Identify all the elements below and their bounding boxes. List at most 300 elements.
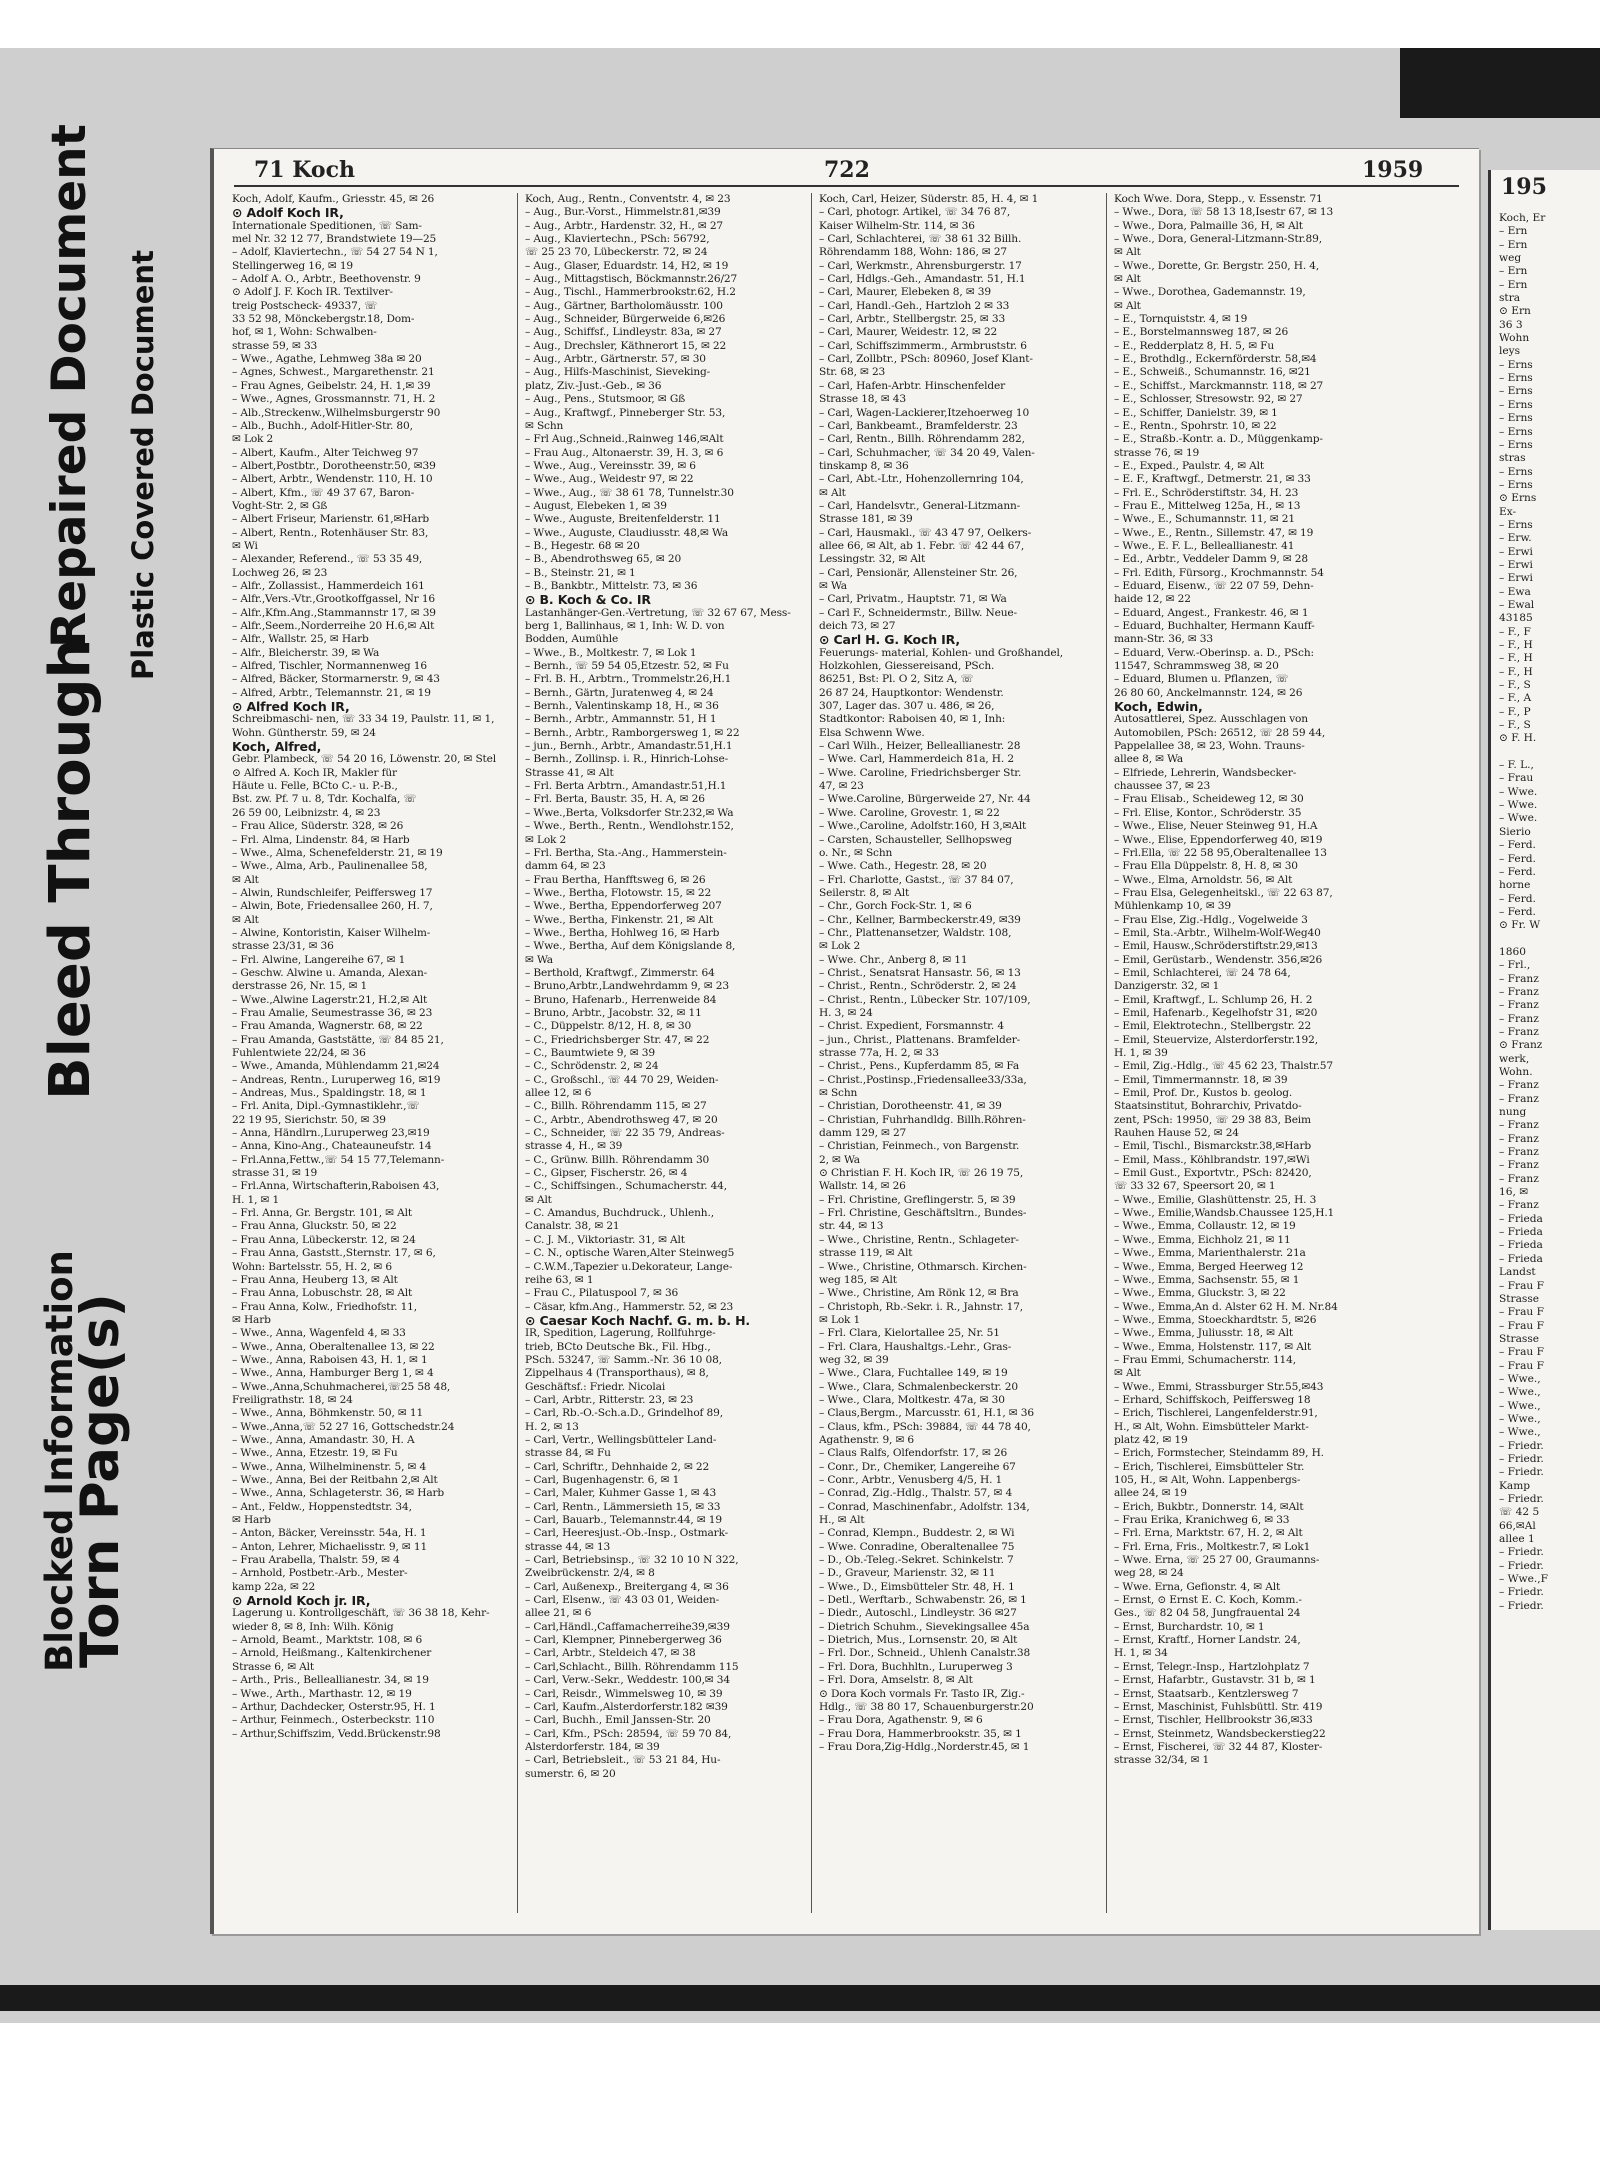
facing-page-fragment bbox=[1488, 170, 1600, 1930]
facing-page-line: – F. L., bbox=[1499, 759, 1534, 772]
directory-entry-line: – Christ., Rentn., Lübecker Str. 107/109, bbox=[819, 993, 1031, 1006]
directory-entry-line: – Frl. Clara, Kielortallee 25, Nr. 51 bbox=[819, 1327, 1000, 1340]
directory-entry-line: – Alwin, Bote, Friedensallee 260, H. 7, bbox=[232, 900, 433, 913]
directory-entry-line: – Ernst, Kraftf., Horner Landstr. 24, bbox=[1114, 1634, 1301, 1647]
directory-entry-line: – Aug., Glaser, Eduardstr. 14, H2, ✉ 19 bbox=[525, 259, 729, 272]
directory-entry-line: ✉ Alt bbox=[232, 913, 259, 926]
directory-entry-line: – Wwe., Amanda, Mühlendamm 21,✉24 bbox=[232, 1060, 440, 1073]
facing-page-line: – Erns bbox=[1499, 478, 1533, 491]
directory-entry-line: – Aug., Gärtner, Bartholomäusstr. 100 bbox=[525, 299, 723, 312]
directory-entry-line: – Eduard, Angest., Frankestr. 46, ✉ 1 bbox=[1114, 606, 1309, 619]
directory-entry-line: strasse 32/34, ✉ 1 bbox=[1114, 1754, 1210, 1767]
directory-entry-line: – E., Schweiß., Schumannstr. 16, ✉21 bbox=[1114, 366, 1311, 379]
directory-entry-line: – Frau Alice, Süderstr. 328, ✉ 26 bbox=[232, 820, 404, 833]
directory-entry-line: – Wwe., Emma, Holstenstr. 117, ✉ Alt bbox=[1114, 1340, 1312, 1353]
facing-page-line: – Friedr. bbox=[1499, 1452, 1544, 1465]
directory-entry-line: – B., Steinstr. 21, ✉ 1 bbox=[525, 566, 636, 579]
directory-entry-line: – Frl Aug.,Schneid.,Rainweg 146,✉Alt bbox=[525, 433, 724, 446]
directory-entry-line: – Wwe., D., Eimsbütteler Str. 48, H. 1 bbox=[819, 1580, 1015, 1593]
directory-entry-line: – E., Tornquiststr. 4, ✉ 19 bbox=[1114, 313, 1248, 326]
directory-entry-line: – Chr., Plattenansetzer, Waldstr. 108, bbox=[819, 926, 1012, 939]
directory-entry-line: – Carl, Wagen-Lackierer,Itzehoerweg 10 bbox=[819, 406, 1030, 419]
directory-entry-line: – Berthold, Kraftwgf., Zimmerstr. 64 bbox=[525, 966, 715, 979]
directory-entry-line: – Wwe., Auguste, Claudiusstr. 48,✉ Wa bbox=[525, 526, 728, 539]
facing-page-line: – Frieda bbox=[1499, 1239, 1543, 1252]
directory-entry-line: – Emil, Tischl., Bismarckstr.38,✉Harb bbox=[1114, 1140, 1312, 1153]
directory-entry-line: – E., Straßb.-Kontr. a. D., Müggenkamp- bbox=[1114, 433, 1323, 446]
directory-entry-line: – Ernst, ⊙ Ernst E. C. Koch, Komm.- bbox=[1114, 1594, 1302, 1607]
directory-entry-line: – Conrad, Zig.-Hdlg., Thalstr. 57, ✉ 4 bbox=[819, 1487, 1013, 1500]
directory-entry-line: – Alfred, Tischler, Normannenweg 16 bbox=[232, 660, 427, 673]
directory-entry-line: – Arth., Pris., Belleallianestr. 34, ✉ 19 bbox=[232, 1674, 429, 1687]
directory-entry-line: 307, Lager das. 307 u. 486, ✉ 26, bbox=[819, 700, 995, 713]
directory-entry-line: ✉ Wa bbox=[819, 579, 847, 592]
directory-entry-line: – Wwe., Dorette, Gr. Bergstr. 250, H. 4, bbox=[1114, 259, 1320, 272]
directory-entry-line: ✉ Alt bbox=[525, 1193, 552, 1206]
directory-entry-line: – E., Borstelmannsweg 187, ✉ 26 bbox=[1114, 326, 1289, 339]
directory-entry-line: – Carl, Bauarb., Telemannstr.44, ✉ 19 bbox=[525, 1514, 722, 1527]
directory-entry-line: – C., Billh. Röhrendamm 115, ✉ 27 bbox=[525, 1100, 707, 1113]
directory-entry-line: Strasse 181, ✉ 39 bbox=[819, 513, 913, 526]
directory-entry-line: – Wwe. Chr., Anberg 8, ✉ 11 bbox=[819, 953, 968, 966]
facing-page-line: – Friedr. bbox=[1499, 1559, 1544, 1572]
directory-entry-line: – Anton, Lehrer, Michaelisstr. 9, ✉ 11 bbox=[232, 1540, 428, 1553]
directory-entry-line: 105, H., ✉ Alt, Wohn. Lappenbergs- bbox=[1114, 1474, 1301, 1486]
directory-entry-line: – Chr., Kellner, Barmbeckerstr.49, ✉39 bbox=[819, 913, 1021, 926]
directory-entry-line: – Carl,Händl.,Caffamacherreihe39,✉39 bbox=[525, 1620, 730, 1633]
directory-entry-line: – Arnold, Heißmang., Kaltenkirchener bbox=[232, 1647, 432, 1660]
directory-entry-line: – Frl. Edith, Fürsorg., Krochmannstr. 54 bbox=[1114, 566, 1324, 579]
directory-entry-line: – Emil, Hafenarb., Kegelhofstr 31, ✉20 bbox=[1114, 1006, 1318, 1019]
directory-entry-line: Voght-Str. 2, ✉ Gß bbox=[232, 499, 328, 512]
directory-entry-line: H., ✉ Alt, Wohn. Eimsbütteler Markt- bbox=[1114, 1420, 1309, 1433]
directory-entry-line: – Alb., Buchh., Adolf-Hitler-Str. 80, bbox=[232, 419, 413, 432]
directory-entry-line: – Carl, Reisdr., Wimmelsweg 10, ✉ 39 bbox=[525, 1687, 723, 1700]
directory-entry-line: strasse 23/31, ✉ 36 bbox=[232, 940, 334, 953]
directory-entry-line: – Wwe., E. F. L., Belleallianestr. 41 bbox=[1114, 539, 1295, 552]
directory-entry-line: Koch, Adolf, Kaufm., Griesstr. 45, ✉ 26 bbox=[232, 193, 435, 205]
directory-entry-line: – Alexander, Referend., ☏ 53 35 49, bbox=[232, 553, 423, 566]
facing-page-line: – Wwe., bbox=[1499, 1412, 1541, 1425]
directory-entry-line: – Frl. Anita, Dipl.-Gymnastiklehr.,☏ bbox=[232, 1100, 420, 1113]
directory-entry-line: – Albert Friseur, Marienstr. 61,✉Harb bbox=[232, 513, 430, 526]
facing-page-line: ☏ 42 5 bbox=[1499, 1506, 1540, 1519]
directory-entry-line: – Chr., Gorch Fock-Str. 1, ✉ 6 bbox=[819, 900, 972, 913]
directory-entry-line: – Wwe.,Berta, Volksdorfer Str.232,✉ Wa bbox=[525, 806, 734, 819]
directory-entry-line: – Frl. Christine, Geschäftsltrn., Bundes- bbox=[819, 1207, 1027, 1220]
directory-entry-line: kamp 22a, ✉ 22 bbox=[232, 1580, 316, 1593]
facing-page-line: – Franz bbox=[1499, 1025, 1539, 1038]
facing-page-line: – Friedr. bbox=[1499, 1599, 1544, 1612]
directory-entry-line: – Wwe., Emma, Stoeckhardtstr. 5, ✉26 bbox=[1114, 1313, 1317, 1326]
directory-entry-line: Lochweg 26, ✉ 23 bbox=[232, 566, 328, 579]
directory-entry-line: – Wwe., Clara, Fuchtallee 149, ✉ 19 bbox=[819, 1367, 1008, 1380]
facing-page-line: – Erns bbox=[1499, 465, 1533, 478]
directory-entry-line: – Carl, Pensionär, Allensteiner Str. 26, bbox=[819, 566, 1018, 579]
directory-entry-line: – C. J. M., Viktoriastr. 31, ✉ Alt bbox=[525, 1233, 685, 1246]
directory-entry-line: reihe 63, ✉ 1 bbox=[525, 1273, 594, 1286]
directory-column-2 bbox=[525, 193, 805, 1781]
directory-entry-line: – Wwe., Emma, Marienthalerstr. 21a bbox=[1114, 1247, 1306, 1260]
directory-entry-line: Pappelallee 38, ✉ 23, Wohn. Trauns- bbox=[1114, 740, 1305, 753]
facing-page-line: – Erw. bbox=[1499, 532, 1532, 545]
directory-entry-line: – D., Graveur, Marienstr. 32, ✉ 11 bbox=[819, 1567, 996, 1580]
directory-entry-line: – Frl. Bertha, Sta.-Ang., Hammerstein- bbox=[525, 846, 727, 859]
facing-page-line: – Erns bbox=[1499, 412, 1533, 425]
directory-entry-line: – Wwe., Anna, Hamburger Berg 1, ✉ 4 bbox=[232, 1367, 434, 1380]
directory-entry-line: – Adolf A. O., Arbtr., Beethovenstr. 9 bbox=[232, 273, 421, 286]
directory-entry-line: Wohn. Güntherstr. 59, ✉ 24 bbox=[232, 726, 376, 739]
directory-entry-line: IR, Spedition, Lagerung, Rollfuhrge- bbox=[525, 1327, 716, 1340]
directory-entry-line: – Arnold, Beamt., Marktstr. 108, ✉ 6 bbox=[232, 1634, 423, 1647]
directory-entry-line: – Aug., Mittagstisch, Böckmannstr.26/27 bbox=[525, 273, 738, 286]
directory-entry-line: – C.W.M.,Tapezier u.Dekorateur, Lange- bbox=[525, 1260, 733, 1273]
directory-entry-line: PSch. 53247, ☏ Samm.-Nr. 36 10 08, bbox=[525, 1353, 722, 1366]
directory-entry-line: – Dietrich, Mus., Lornsenstr. 20, ✉ Alt bbox=[819, 1634, 1018, 1647]
directory-entry-line: Canalstr. 38, ✉ 21 bbox=[525, 1220, 620, 1233]
directory-entry-line: Fuhlentwiete 22/24, ✉ 36 bbox=[232, 1047, 366, 1059]
directory-entry-line: – Frau Emmi, Schumacherstr. 114, bbox=[1114, 1353, 1296, 1366]
directory-entry-line: – Frl. Erna, Fris., Moltkestr.7, ✉ Lok1 bbox=[1114, 1540, 1311, 1553]
directory-entry-line: – Erich, Tischlerei, Eimsbütteler Str. bbox=[1114, 1460, 1305, 1473]
directory-entry-line: – Conrad, Maschinenfabr., Adolfstr. 134, bbox=[819, 1500, 1030, 1513]
directory-entry-line: 11547, Schrammsweg 38, ✉ 20 bbox=[1114, 660, 1279, 673]
directory-entry-line: – Wwe., Christine, Othmarsch. Kirchen- bbox=[819, 1260, 1027, 1273]
facing-page-line: – Wwe. bbox=[1499, 785, 1538, 798]
directory-entry-line: – Carl, Maler, Kuhmer Gasse 1, ✉ 43 bbox=[525, 1487, 717, 1500]
facing-page-line: ⊙ Franz bbox=[1499, 1039, 1543, 1052]
directory-entry-line: – Bruno,Arbtr.,Landwehrdamm 9, ✉ 23 bbox=[525, 980, 729, 993]
directory-entry-line: – Christian, Dorotheenstr. 41, ✉ 39 bbox=[819, 1100, 1002, 1113]
facing-page-line: – Friedr. bbox=[1499, 1586, 1544, 1599]
facing-page-line: werk, bbox=[1499, 1052, 1530, 1065]
directory-entry-line: – Erhard, Schiffskoch, Peiffersweg 18 bbox=[1114, 1393, 1311, 1406]
directory-entry-line: damm 129, ✉ 27 bbox=[819, 1127, 907, 1140]
directory-entry-line: – Carl, Schriftr., Dehnhaide 2, ✉ 22 bbox=[525, 1460, 710, 1473]
facing-page-line: – Wwe., bbox=[1499, 1426, 1541, 1439]
directory-entry-line: – Emil, Timmermannstr. 18, ✉ 39 bbox=[1114, 1073, 1288, 1086]
directory-entry-line: – Aug., Arbtr., Hardenstr. 32, H., ✉ 27 bbox=[525, 219, 724, 232]
directory-entry-line: – Frau Agnes, Geibelstr. 24, H. 1,✉ 39 bbox=[232, 379, 431, 392]
directory-entry-line: – Agnes, Schwest., Margarethenstr. 21 bbox=[232, 366, 435, 379]
directory-entry-line: Bodden, Aumühle bbox=[525, 633, 619, 646]
directory-entry-line: – Christ.,Postinsp.,Friedensallee33/33a, bbox=[819, 1073, 1027, 1086]
facing-page-line: – Erwi bbox=[1499, 572, 1533, 585]
directory-entry-line: weg 32, ✉ 39 bbox=[819, 1353, 889, 1366]
directory-entry-line: – Bernh., ☏ 59 54 05,Etzestr. 52, ✉ Fu bbox=[525, 660, 729, 673]
directory-entry-line: Hdlg., ☏ 38 80 17, Schauenburgerstr.20 bbox=[819, 1700, 1034, 1713]
directory-entry-line: – Carl, photogr. Artikel, ☏ 34 76 87, bbox=[819, 206, 1011, 219]
directory-entry-line: ⊙ Dora Koch vormals Fr. Tasto IR, Zig.- bbox=[819, 1687, 1025, 1700]
directory-entry-line: – Frl. Dora, Amselstr. 8, ✉ Alt bbox=[819, 1674, 973, 1687]
directory-entry-line: – C., Friedrichsberger Str. 47, ✉ 22 bbox=[525, 1033, 710, 1046]
facing-page-line: horne bbox=[1499, 879, 1531, 892]
directory-entry-line: – Ernst, Hafarbtr., Gustavstr. 31 b, ✉ 1 bbox=[1114, 1674, 1316, 1687]
directory-entry-line: – Wwe., Dorothea, Gademannstr. 19, bbox=[1114, 286, 1306, 299]
facing-page-line: – Wwe. bbox=[1499, 799, 1538, 812]
directory-entry-line: – Wwe., Emma, Eichholz 21, ✉ 11 bbox=[1114, 1233, 1291, 1246]
directory-entry-line: – Carl, Zollbtr., PSch: 80960, Josef Klant- bbox=[819, 353, 1033, 366]
directory-entry-line: – Aug., Drechsler, Käthnerort 15, ✉ 22 bbox=[525, 339, 727, 352]
directory-entry-line: – Eduard, Blumen u. Pflanzen, ☏ bbox=[1114, 673, 1289, 686]
directory-entry-line: – E. F., Kraftwgf., Detmerstr. 21, ✉ 33 bbox=[1114, 473, 1311, 486]
directory-entry-line: – Wwe., Christine, Rentn., Schlageter- bbox=[819, 1233, 1019, 1246]
directory-entry-line: – jun., Christ., Plattenans. Bramfelder- bbox=[819, 1033, 1021, 1046]
directory-entry-line: platz 42, ✉ 19 bbox=[1114, 1433, 1188, 1446]
directory-entry-line: – Aug., Schiffsf., Lindleystr. 83a, ✉ 27 bbox=[525, 326, 722, 339]
directory-entry-line: – Conr., Arbtr., Venusberg 4/5, H. 1 bbox=[819, 1474, 1003, 1486]
directory-entry-line: – Carl, Hausmakl., ☏ 43 47 97, Oelkers- bbox=[819, 526, 1032, 539]
directory-entry-line: – Emil, Zig.-Hdlg., ☏ 45 62 23, Thalstr.57 bbox=[1114, 1060, 1333, 1073]
directory-entry-line: ☏ 25 23 70, Lübeckerstr. 72, ✉ 24 bbox=[525, 246, 708, 259]
directory-entry-line: Danzigerstr. 32, ✉ 1 bbox=[1114, 980, 1220, 993]
directory-entry-line: allee 8, ✉ Wa bbox=[1114, 753, 1184, 766]
facing-page-line: – Franz bbox=[1499, 1012, 1539, 1025]
directory-entry-line: ✉ Schn bbox=[819, 1087, 858, 1100]
directory-entry-line: strasse 4, H., ✉ 39 bbox=[525, 1140, 623, 1153]
directory-entry-line: – Wwe.,Anna,☏ 52 27 16, Gottschedstr.24 bbox=[232, 1420, 455, 1433]
facing-page-line: ⊙ Ern bbox=[1499, 305, 1531, 318]
directory-entry-line: – Aug., Schneider, Bürgerweide 6,✉26 bbox=[525, 313, 726, 326]
directory-entry-line: strasse 44, ✉ 13 bbox=[525, 1540, 611, 1553]
directory-entry-line: Koch Wwe. Dora, Stepp., v. Essenstr. 71 bbox=[1114, 193, 1323, 205]
directory-entry-line: 22 19 95, Sierichstr. 50, ✉ 39 bbox=[232, 1113, 386, 1126]
facing-page-line: – Ewa bbox=[1499, 585, 1531, 598]
directory-entry-line: Holzkohlen, Giessereisand, PSch. bbox=[819, 660, 995, 673]
directory-entry-line: – Carl, Abt.-Ltr., Hohenzollernring 104, bbox=[819, 473, 1024, 486]
label-blocked-information: Blocked Information bbox=[38, 1250, 81, 1672]
directory-entry-line: – Claus, kfm., PSch: 39884, ☏ 44 78 40, bbox=[819, 1420, 1031, 1433]
directory-entry-line: – Detl., Werftarb., Schwabenstr. 26, ✉ 1 bbox=[819, 1594, 1027, 1607]
facing-page-line: – Erns bbox=[1499, 385, 1533, 398]
directory-entry-line: – Carl, Rentn., Lämmersieth 15, ✉ 33 bbox=[525, 1500, 721, 1513]
directory-page bbox=[210, 148, 1479, 1934]
directory-entry-line: – Wwe., Anna, Amandastr. 30, H. A bbox=[232, 1433, 415, 1446]
directory-entry-line: – Wwe., Emma, Berged Heerweg 12 bbox=[1114, 1260, 1304, 1273]
directory-entry-line: – E., Schiffer, Danielstr. 39, ✉ 1 bbox=[1114, 406, 1278, 419]
directory-entry-line: – Carsten, Schausteller, Sellhopsweg bbox=[819, 833, 1012, 846]
directory-entry-line: allee 66, ✉ Alt, ab 1. Febr. ☏ 42 44 67, bbox=[819, 539, 1025, 552]
directory-entry-line: – Wwe., Aug., Weidestr 97, ✉ 22 bbox=[525, 473, 694, 486]
directory-entry-line: mel Nr. 32 12 77, Brandstwiete 19—25 bbox=[232, 233, 437, 246]
directory-entry-line: – Wwe. Cath., Hegestr. 28, ✉ 20 bbox=[819, 860, 987, 873]
directory-entry-line: – Wwe., Auguste, Breitenfelderstr. 11 bbox=[525, 513, 721, 526]
directory-entry-line: – Carl, Schlachterei, ☏ 38 61 32 Billh. bbox=[819, 233, 1022, 246]
directory-entry-line: – Bernh., Arbtr., Ammannstr. 51, H 1 bbox=[525, 713, 717, 726]
directory-entry-line: – Albert,Postbtr., Dorotheenstr.50, ✉39 bbox=[232, 459, 436, 472]
directory-entry-line: – Wwe., Aug., Vereinsstr. 39, ✉ 6 bbox=[525, 459, 696, 472]
directory-entry-line: – Aug., Hilfs-Maschinist, Sieveking- bbox=[525, 366, 711, 379]
scan-dark-corner bbox=[1400, 48, 1600, 118]
facing-page-line: – Franz bbox=[1499, 1159, 1539, 1172]
directory-entry-line: – Ant., Feldw., Hoppenstedtstr. 34, bbox=[232, 1500, 412, 1513]
directory-entry-line: – Anton, Bäcker, Vereinsstr. 54a, H. 1 bbox=[232, 1527, 427, 1540]
directory-entry-line: – Wwe. Erna, ☏ 25 27 00, Graumanns- bbox=[1114, 1554, 1320, 1567]
directory-entry-line: – Wwe., Bertha, Finkenstr. 21, ✉ Alt bbox=[525, 913, 713, 926]
directory-entry-line: – Wwe. Caroline, Friedrichsberger Str. bbox=[819, 766, 1022, 779]
facing-page-line: Koch, Er bbox=[1499, 212, 1546, 224]
directory-entry-line: – Wwe.,Anna,Schuhmacherei,☏25 58 48, bbox=[232, 1380, 451, 1393]
directory-entry-line: Koch, Aug., Rentn., Conventstr. 4, ✉ 23 bbox=[525, 193, 731, 205]
directory-entry-line: 33 52 98, Mönckebergstr.18, Dom- bbox=[232, 313, 415, 326]
facing-page-line: – Frl., bbox=[1499, 959, 1531, 972]
directory-entry-line: – Bernh., Valentinskamp 18, H., ✉ 36 bbox=[525, 700, 719, 713]
directory-entry-line: – Christian, Feinmech., von Bargenstr. bbox=[819, 1140, 1020, 1153]
facing-page-line: – Frau F bbox=[1499, 1359, 1544, 1372]
directory-entry-line: – E., Schlosser, Stresowstr. 92, ✉ 27 bbox=[1114, 393, 1303, 406]
directory-entry-line: – Frl.Ella, ☏ 22 58 95,Oberaltenallee 13 bbox=[1114, 846, 1327, 859]
directory-entry-line: – C. N., optische Waren,Alter Steinweg5 bbox=[525, 1247, 735, 1260]
directory-entry-line: – Claus,Bergm., Marcusstr. 61, H.1, ✉ 36 bbox=[819, 1407, 1034, 1420]
directory-entry-line: – Carl, Elsenw., ☏ 43 03 01, Weiden- bbox=[525, 1594, 720, 1607]
directory-entry-line: – Wwe., Emma, Juliusstr. 18, ✉ Alt bbox=[1114, 1327, 1293, 1340]
directory-entry-line: – Erich, Bukbtr., Donnerstr. 14, ✉Alt bbox=[1114, 1500, 1304, 1513]
facing-page-line: Kamp bbox=[1499, 1479, 1531, 1492]
directory-entry-line: – Frau Anna, Heuberg 13, ✉ Alt bbox=[232, 1273, 398, 1286]
directory-entry-line: – Frl. Clara, Haushaltgs.-Lehr., Gras- bbox=[819, 1340, 1012, 1353]
directory-entry-line: – Carl, Kfm., PSch: 28594, ☏ 59 70 84, bbox=[525, 1727, 732, 1740]
directory-entry-line: – Christ., Pens., Kupferdamm 85, ✉ Fa bbox=[819, 1060, 1020, 1073]
facing-page-line: stra bbox=[1499, 292, 1521, 305]
facing-page-line: – F., H bbox=[1499, 665, 1533, 678]
directory-entry-line: ☏ 33 32 67, Speersort 20, ✉ 1 bbox=[1114, 1180, 1276, 1193]
directory-entry-line: – Frau Anna, Lübeckerstr. 12, ✉ 24 bbox=[232, 1233, 416, 1246]
directory-entry-line: – jun., Bernh., Arbtr., Amandastr.51,H.1 bbox=[525, 740, 733, 753]
directory-entry-line: – Frau Anna, Gluckstr. 50, ✉ 22 bbox=[232, 1220, 397, 1233]
directory-entry-line: Lagerung u. Kontrollgeschäft, ☏ 36 38 18, Kehr- bbox=[232, 1607, 490, 1620]
directory-entry-line: – Frl. Elise, Kontor., Schröderstr. 35 bbox=[1114, 806, 1302, 819]
directory-entry-line: ✉ Lok 2 bbox=[525, 833, 567, 846]
directory-entry-line: – Alwine, Kontoristin, Kaiser Wilhelm- bbox=[232, 926, 431, 939]
header-rule bbox=[234, 185, 1459, 187]
directory-entry-line: – Dietrich Schuhm., Sievekingsallee 45a bbox=[819, 1620, 1030, 1633]
directory-entry-line: – Carl, Bankbeamt., Bramfelderstr. 23 bbox=[819, 419, 1018, 432]
facing-page-line: Strasse bbox=[1499, 1292, 1540, 1305]
directory-entry-line: – E., Brothdlg., Eckernförderstr. 58,✉4 bbox=[1114, 353, 1317, 366]
directory-entry-line: – Carl, Maurer, Weidestr. 12, ✉ 22 bbox=[819, 326, 998, 339]
directory-entry-line: – Wwe., Anna, Wagenfeld 4, ✉ 33 bbox=[232, 1327, 406, 1340]
directory-entry-line: Str. 68, ✉ 23 bbox=[819, 366, 886, 379]
directory-entry-line: weg 28, ✉ 24 bbox=[1114, 1567, 1184, 1580]
directory-entry-line: – B., Hegestr. 68 ✉ 20 bbox=[525, 539, 640, 552]
directory-entry-line: – Ernst, Fischerei, ☏ 32 44 87, Kloster- bbox=[1114, 1740, 1323, 1753]
facing-page-line: Landst bbox=[1499, 1266, 1536, 1279]
label-torn-pages: Torn Page(s) bbox=[70, 1293, 131, 1668]
directory-entry-line: 47, ✉ 23 bbox=[819, 780, 864, 793]
directory-entry-line: Alsterdorferstr. 184, ✉ 39 bbox=[525, 1740, 660, 1753]
facing-page-line: – Wwe., bbox=[1499, 1386, 1541, 1399]
facing-page-line: – Friedr. bbox=[1499, 1439, 1544, 1452]
directory-entry-line: – Carl, Betriebsinsp., ☏ 32 10 10 N 322, bbox=[525, 1554, 739, 1567]
facing-page-line: – Franz bbox=[1499, 972, 1539, 985]
facing-page-line: leys bbox=[1499, 345, 1521, 358]
directory-entry-line: strasse 77a, H. 2, ✉ 33 bbox=[819, 1047, 939, 1059]
directory-entry-line: Stellingerweg 16, ✉ 19 bbox=[232, 259, 354, 272]
directory-entry-line: ✉ Schn bbox=[525, 419, 564, 432]
facing-page-line: Ex- bbox=[1499, 505, 1517, 518]
directory-entry-line: – Wwe., Emmi, Strassburger Str.55,✉43 bbox=[1114, 1380, 1324, 1393]
directory-entry-line: ⊙ Alfred A. Koch IR, Makler für bbox=[232, 766, 397, 779]
directory-entry-line: chaussee 37, ✉ 23 bbox=[1114, 780, 1211, 793]
directory-entry-line: ✉ Wi bbox=[232, 539, 258, 552]
directory-entry-line: – Carl, Rb.-O.-Sch.a.D., Grindelhof 89, bbox=[525, 1407, 723, 1420]
directory-entry-line: – Emil, Hausw.,Schröderstiftstr.29,✉13 bbox=[1114, 940, 1318, 953]
facing-page-line: – Franz bbox=[1499, 1092, 1539, 1105]
directory-entry-line: – D., Ob.-Teleg.-Sekret. Schinkelstr. 7 bbox=[819, 1554, 1014, 1567]
directory-entry-line: – Frl. Dora, Buchhltn., Luruperweg 3 bbox=[819, 1660, 1013, 1673]
directory-entry-line: – Christ. Expedient, Forsmannstr. 4 bbox=[819, 1020, 1004, 1033]
label-repaired-document: Repaired Document bbox=[42, 124, 97, 648]
directory-entry-line: – Frl. Alma, Lindenstr. 84, ✉ Harb bbox=[232, 833, 410, 846]
directory-entry-line: 86251, Bst: Pl. O 2, Sitz A, ☏ bbox=[819, 673, 974, 686]
directory-entry-line: berg 1, Ballinhaus, ✉ 1, Inh: W. D. von bbox=[525, 620, 725, 632]
directory-entry-line: – Wwe., Arth., Marthastr. 12, ✉ 19 bbox=[232, 1687, 412, 1700]
directory-entry-line: – Wwe., Clara, Schmalenbeckerstr. 20 bbox=[819, 1380, 1018, 1393]
directory-entry-line: – Frau Amanda, Wagnerstr. 68, ✉ 22 bbox=[232, 1020, 423, 1033]
directory-entry-line: – Albert, Kfm., ☏ 49 37 67, Baron- bbox=[232, 486, 415, 499]
directory-entry-line: ✉ Alt bbox=[819, 486, 846, 499]
facing-page-line: – Franz bbox=[1499, 1199, 1539, 1212]
directory-entry-line: – Christ., Senatsrat Hansastr. 56, ✉ 13 bbox=[819, 966, 1021, 979]
directory-entry-line: ✉ Harb bbox=[232, 1313, 271, 1326]
facing-page-line: – Frau F bbox=[1499, 1319, 1544, 1332]
directory-entry-line: – Frl.Anna,Fettw.,☏ 54 15 77,Telemann- bbox=[232, 1153, 445, 1166]
directory-entry-line: – Carl,Schlacht., Billh. Röhrendamm 115 bbox=[525, 1660, 739, 1673]
directory-entry-line: Ges., ☏ 82 04 58, Jungfrauental 24 bbox=[1114, 1607, 1301, 1620]
directory-entry-line: Stadtkontor: Raboisen 40, ✉ 1, Inh: bbox=[819, 713, 1006, 726]
directory-entry-line: – Ernst, Maschinist, Fuhlsbüttl. Str. 419 bbox=[1114, 1700, 1323, 1713]
facing-page-line: – Ern bbox=[1499, 278, 1528, 291]
directory-entry-line: – Eduard, Eisenw., ☏ 22 07 59, Dehn- bbox=[1114, 579, 1314, 592]
directory-entry-line: – Frau Anna, Kolw., Friedhofstr. 11, bbox=[232, 1300, 417, 1313]
directory-entry-line: wieder 8, ✉ 8, Inh: Wilh. König bbox=[232, 1620, 394, 1633]
directory-entry-line: 26 80 60, Anckelmannstr. 124, ✉ 26 bbox=[1114, 686, 1303, 699]
facing-page-line: Wohn bbox=[1499, 332, 1530, 345]
facing-page-line: – Erns bbox=[1499, 372, 1533, 385]
directory-entry-line: Rauhen Hause 52, ✉ 24 bbox=[1114, 1127, 1239, 1140]
facing-page-line: ⊙ F. H. bbox=[1499, 732, 1537, 745]
directory-entry-line: Wohn: Bartelsstr. 55, H. 2, ✉ 6 bbox=[232, 1260, 392, 1273]
directory-entry-line: o. Nr., ✉ Schn bbox=[819, 846, 893, 859]
facing-page-line: – F., H bbox=[1499, 652, 1533, 665]
directory-entry-line: – C., Schiffsingen., Schumacherstr. 44, bbox=[525, 1180, 727, 1193]
directory-entry-line: – Aug., Klaviertechn., PSch: 56792, bbox=[525, 233, 710, 246]
directory-entry-line: – Carl, Arbtr., Stellbergstr. 25, ✉ 33 bbox=[819, 313, 1006, 326]
directory-entry-line: – Alfr., Wallstr. 25, ✉ Harb bbox=[232, 633, 369, 646]
directory-entry-line: – Frl. B. H., Arbtrn., Trommelstr.26,H.1 bbox=[525, 673, 732, 686]
directory-entry-line: allee 12, ✉ 6 bbox=[525, 1087, 592, 1100]
directory-entry-line: – Wwe., Emilie,Wandsb.Chaussee 125,H.1 bbox=[1114, 1207, 1335, 1220]
facing-page-line: ⊙ Fr. W bbox=[1499, 919, 1541, 932]
facing-page-line: – F., F bbox=[1499, 625, 1531, 638]
directory-entry-line: – Bernh., Gärtn, Juratenweg 4, ✉ 24 bbox=[525, 686, 714, 699]
facing-page-line: Wohn. bbox=[1499, 1066, 1533, 1078]
directory-entry-line: – Eduard, Verw.-Oberinsp. a. D., PSch: bbox=[1114, 646, 1314, 659]
directory-entry-line: weg 185, ✉ Alt bbox=[819, 1273, 897, 1286]
facing-page-line: stras bbox=[1499, 452, 1526, 465]
facing-page-line: – F., H bbox=[1499, 639, 1533, 651]
directory-entry-line: – Emil, Mass., Köhlbrandstr. 197,✉Wi bbox=[1114, 1153, 1310, 1166]
facing-page-line: – Friedr. bbox=[1499, 1466, 1544, 1479]
directory-entry-line: – Wwe., Bertha, Hohlweg 16, ✉ Harb bbox=[525, 926, 720, 939]
directory-entry-line: – Geschw. Alwine u. Amanda, Alexan- bbox=[232, 966, 428, 979]
directory-entry-line: allee 24, ✉ 19 bbox=[1114, 1487, 1187, 1500]
directory-entry-line: – Carl, Werkmstr., Ahrensburgerstr. 17 bbox=[819, 259, 1022, 272]
directory-entry-line: – Wwe., Anna, Etzestr. 19, ✉ Fu bbox=[232, 1447, 398, 1460]
directory-entry-line: – Aug., Tischl., Hammerbrookstr.62, H.2 bbox=[525, 286, 736, 299]
directory-entry-line: Bst. zw. Pf. 7 u. 8, Tdr. Kochalfa, ☏ bbox=[232, 793, 417, 806]
directory-entry-line: – B., Bankbtr., Mittelstr. 73, ✉ 36 bbox=[525, 579, 698, 592]
